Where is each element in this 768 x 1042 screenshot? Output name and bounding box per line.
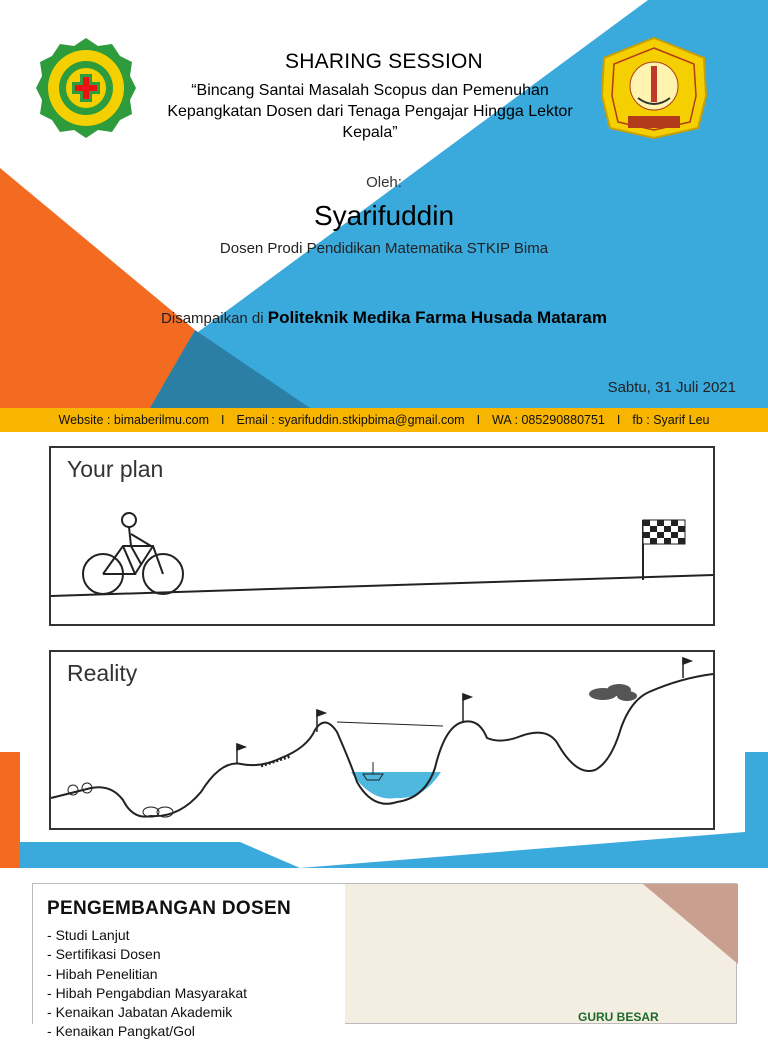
session-heading: SHARING SESSION (285, 50, 483, 73)
speaker-role: Dosen Prodi Pendidikan Matematika STKIP Bima (219, 240, 549, 257)
speaker-name: Syarifuddin (313, 200, 455, 231)
list-item: - Studi Lanjut (47, 926, 247, 945)
reality-illustration (51, 652, 713, 828)
small-flag-icons (237, 658, 691, 764)
list-item: - Kenaikan Jabatan Akademik (47, 1003, 247, 1022)
venue-line (0, 308, 768, 328)
list-item: - Hibah Pengabdian Masyarakat (47, 984, 247, 1003)
by-label: Oleh: (366, 174, 402, 191)
venue-name: Politeknik Medika Farma Husada Mataram (267, 308, 607, 327)
plan-panel (49, 446, 715, 626)
separator: I (476, 413, 481, 427)
list-item: - Kenaikan Pangkat/Gol (47, 1022, 247, 1041)
separator: I (616, 413, 621, 427)
session-date: Sabtu, 31 Juli 2021 (607, 379, 736, 396)
finish-flag-icon (643, 520, 685, 580)
website-text: Website : bimaberilmu.com (58, 413, 210, 427)
list-item: - Sertifikasi Dosen (47, 945, 247, 964)
email-text: Email : syarifuddin.stkipbima@gmail.com (236, 413, 465, 427)
plan-vs-reality-slide (0, 432, 768, 868)
guru-besar-label: GURU BESAR (578, 1010, 659, 1024)
bicycle-icon (83, 513, 183, 594)
reality-title: Reality (67, 660, 138, 686)
wa-text: WA : 085290880751 (492, 413, 605, 427)
contact-info-bar (0, 408, 768, 432)
list-item: - Hibah Penelitian (47, 965, 247, 984)
title-slide (0, 0, 768, 408)
separator: I (221, 413, 225, 427)
plan-title: Your plan (67, 456, 164, 482)
cloud-icon (589, 684, 637, 701)
session-subtitle: “Bincang Santai Masalah Scopus dan Pemenuhan Kepangkatan Dosen dari Tenaga Pengajar Hingga Lektor Kepala” (167, 82, 573, 141)
reality-panel (49, 650, 715, 830)
fb-text: fb : Syarif Leu (632, 413, 710, 427)
development-slide (32, 883, 737, 1040)
slide3-title: PENGEMBANGAN DOSEN (47, 898, 291, 919)
development-list (47, 926, 247, 1042)
plan-illustration (51, 448, 713, 624)
venue-prefix: Disampaikan di (161, 310, 264, 327)
